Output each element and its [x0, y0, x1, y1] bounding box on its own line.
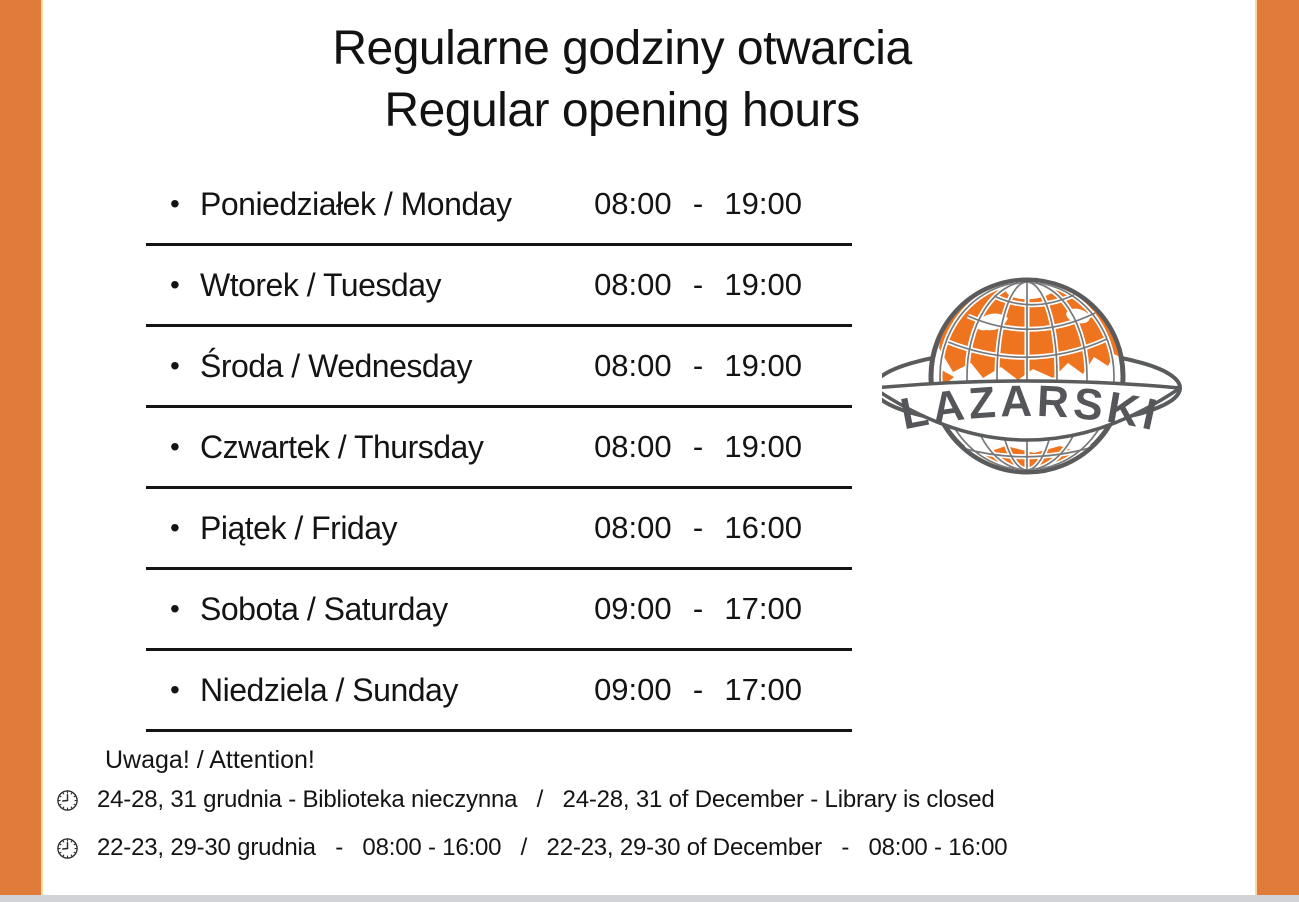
right-accent-bar [1255, 0, 1299, 895]
table-row-saturday [146, 570, 852, 651]
bullet-icon: • [170, 431, 180, 462]
opening-hours-table [146, 165, 852, 732]
hours-value: 08:00 - 19:00 [594, 186, 802, 221]
lazarski-logo [882, 250, 1194, 512]
logo-wordmark: LAZARSKI [896, 376, 1165, 441]
table-row-wednesday [146, 327, 852, 408]
day-label: Piątek / Friday [200, 509, 398, 546]
title-english: Regular opening hours [384, 84, 860, 137]
hours-value: 09:00 - 17:00 [594, 672, 802, 707]
hours-value: 09:00 - 17:00 [594, 591, 802, 626]
table-row-friday [146, 489, 852, 570]
table-row-tuesday [146, 246, 852, 327]
note-closed-dates [56, 786, 995, 814]
hours-value: 08:00 - 19:00 [594, 348, 802, 383]
hours-value: 08:00 - 19:00 [594, 267, 802, 302]
clock-icon [56, 837, 79, 860]
notes-heading: Uwaga! / Attention! [105, 746, 315, 774]
table-row-monday [146, 165, 852, 246]
hours-value: 08:00 - 19:00 [594, 429, 802, 464]
table-row-sunday [146, 651, 852, 732]
bullet-icon: • [170, 674, 180, 705]
note-text-short-hours: 22-23, 29-30 grudnia - 08:00 - 16:00 / 22-23, 29-30 of December - 08:00 - 16:00 [97, 834, 1008, 861]
clock-icon [56, 789, 79, 812]
day-label: Wtorek / Tuesday [200, 266, 441, 303]
day-label: Niedziela / Sunday [200, 671, 458, 708]
window-bottom-edge [0, 895, 1299, 902]
page-title [0, 18, 1244, 142]
note-text-closed: 24-28, 31 grudnia - Biblioteka nieczynna / 24-28, 31 of December - Library is closed [97, 786, 995, 813]
note-short-hours [56, 834, 1007, 862]
day-label: Sobota / Saturday [200, 590, 448, 627]
bullet-icon: • [170, 188, 180, 219]
bullet-icon: • [170, 269, 180, 300]
bullet-icon: • [170, 512, 180, 543]
hours-value: 08:00 - 16:00 [594, 510, 802, 545]
day-label: Poniedziałek / Monday [200, 185, 512, 222]
bullet-icon: • [170, 350, 180, 381]
day-label: Środa / Wednesday [200, 347, 472, 384]
bullet-icon: • [170, 593, 180, 624]
globe-logo-graphic [882, 250, 1194, 512]
day-label: Czwartek / Thursday [200, 428, 484, 465]
table-row-thursday [146, 408, 852, 489]
title-polish: Regularne godziny otwarcia [332, 22, 912, 75]
